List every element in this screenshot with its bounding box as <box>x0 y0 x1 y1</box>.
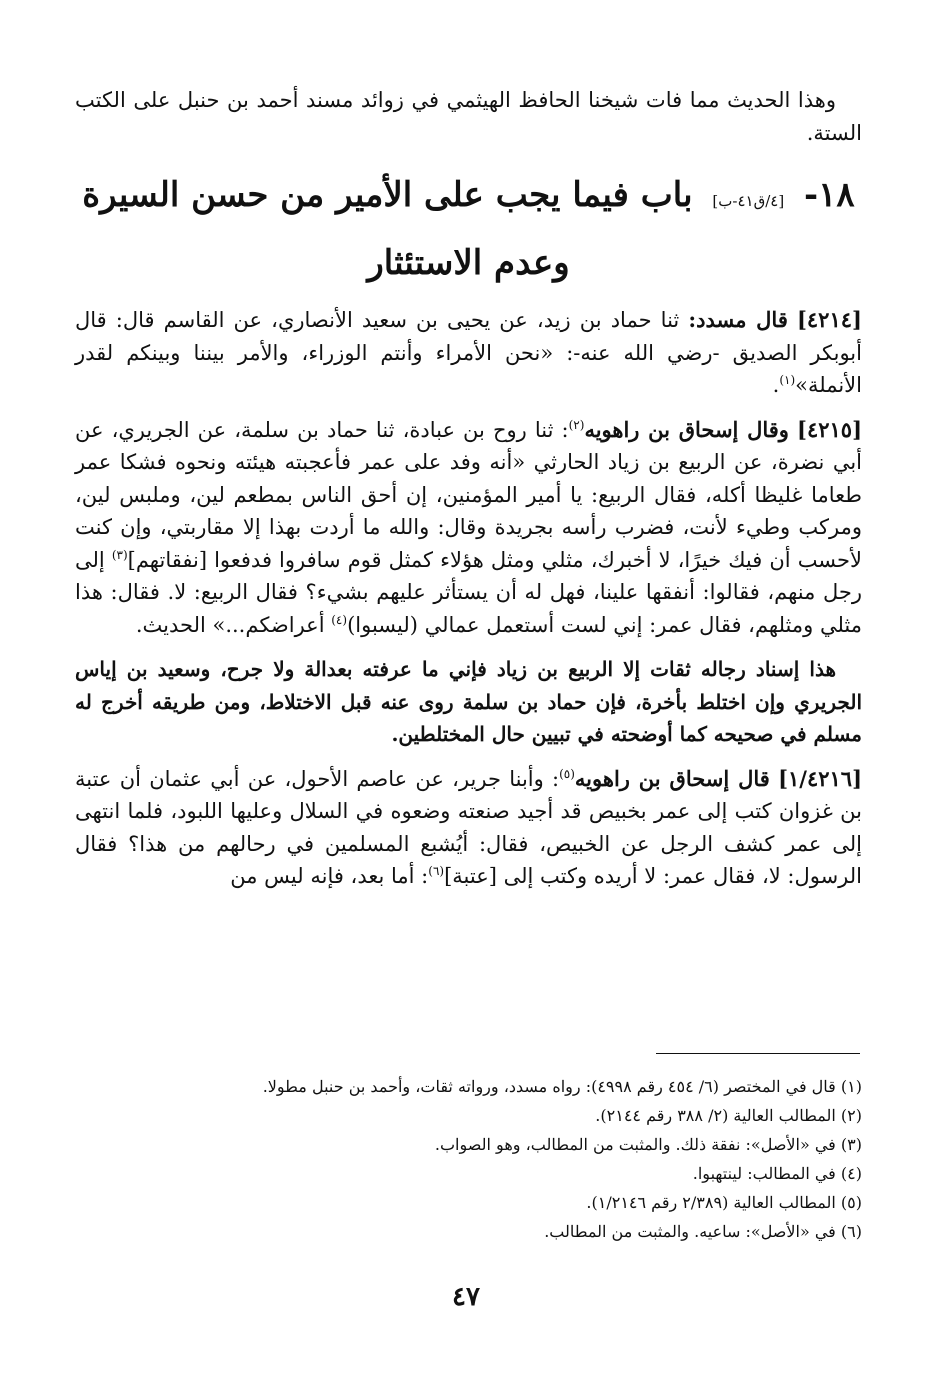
footnote-6: (٦) في «الأصل»: ساعيه. والمثبت من المطالب. <box>544 1222 862 1241</box>
hadith-id: [٤٢١٥] <box>797 416 862 442</box>
page-number: ٤٧ <box>452 1282 480 1312</box>
footnotes <box>75 1072 862 1246</box>
hadith-text: : ثنا روح بن عبادة، ثنا حماد بن سلمة، عن الجريري، عن أبي نضرة، عن الربيع بن زياد الحارثي «أنه وفد على عمر فأعجبته هيئته ونحوه فشكا عمر طعاما غليظا أكله، فقال الربيع: يا أمير المؤمنين، إن أحق الناس بمطعم لين، وملبس لين، ومركب وطيء لأنت، فضرب رأسه بجريدة وقال: والله ما أردت بهذا إلا مقاربتي، وإن كنت لأحسب أن فيك خيرًا، لا أخبرك، مثلي ومثل هؤلاء كمثل قوم سافروا فدفعوا [نفقاتهم] <box>75 417 863 572</box>
hadith-narrator: وقال إسحاق بن راهويه <box>584 416 789 442</box>
footnote-ref: (٢) <box>568 417 585 432</box>
footnote-ref: (١) <box>779 373 796 387</box>
chapter-title: باب فيما يجب على الأمير من حسن السيرة وعدم الاستئثار <box>82 175 693 283</box>
hadith-narrator: قال مسدد: <box>688 307 788 332</box>
footnote-1: (١) قال في المختصر (٦/ ٤٥٤ رقم ٤٩٩٨): رواه مسدد، ورواته ثقات، وأحمد بن حنبل مطولا. <box>262 1077 862 1096</box>
hadith-4215 <box>75 414 862 642</box>
hadith-tail: . <box>772 373 780 397</box>
hadith-4216 <box>75 763 862 893</box>
footnote-2: (٢) المطالب العالية (٢/ ٣٨٨ رقم ٢١٤٤). <box>595 1106 862 1125</box>
hadith-text: : وأبنا جرير، عن عاصم الأحول، عن أبي عثمان أن عتبة بن غزوان كتب إلى عمر بخبيص قد أجيد صنعته وضعوه في السلال وعليها اللبود، فلما انتهى إلى عمر كشف الرجل عن الخبيص، فقال: أيُشبع المسلمين في رحالهم من هذا؟ فقال الرسول: لا، فقال عمر: لا أريده وكتب إلى [عتبة] <box>75 766 862 888</box>
chapter-heading <box>75 164 862 294</box>
isnad-note: هذا إسناد رجاله ثقات إلا الربيع بن زياد فإني ما عرفته بعدالة ولا جرح، وسعيد بن إياس الجريري وإن اختلط بأخرة، فإن حماد بن سلمة روى عنه قبل الاختلاط، ومن طريقه أخرج له مسلم في صحيحه كما أوضحته في تبيين حال المختلطين. <box>75 657 862 746</box>
intro-paragraph: وهذا الحديث مما فات شيخنا الحافظ الهيثمي في زوائد مسند أحمد بن حنبل على الكتب الستة. <box>75 88 862 145</box>
hadith-text-2: : أما بعد، فإنه ليس من <box>230 864 429 888</box>
hadith-text: ثنا حماد بن زيد، عن يحيى بن سعيد الأنصاري، عن القاسم قال: قال أبوبكر الصديق -رضي الله عنه-: «نحن الأمراء وأنتم الوزراء، والأمر بيننا وبينكم لقدر الأنملة» <box>75 308 862 397</box>
hadith-narrator: قال إسحاق بن راهويه <box>574 765 770 791</box>
hadith-id: [١/٤٢١٦] <box>778 765 863 791</box>
hadith-4214 <box>75 304 862 402</box>
hadith-text-2: إلى رجل منهم، فقالوا: أنفقها علينا، فهل له أن يستأثر عليهم بشيء؟ فقال الربيع: لا. فقال: هذا مثلي ومثلهم، فقال عمر: إني لست أستعمل عمالي (ليسبوا) <box>75 547 862 637</box>
footnote-ref: (٤) <box>331 612 348 627</box>
footnote-ref: (٥) <box>559 766 575 781</box>
footnote-ref: (٦) <box>428 864 445 878</box>
chapter-number: ١٨- <box>804 175 855 215</box>
hadith-text-3: أعراضكم...» الحديث. <box>135 612 332 637</box>
footnote-divider <box>656 1053 860 1054</box>
footnote-ref: (٣) <box>111 547 128 562</box>
footnote-4: (٤) في المطالب: لينتهبوا. <box>692 1164 862 1183</box>
footnote-3: (٣) في «الأصل»: نفقة ذلك. والمثبت من المطالب، وهو الصواب. <box>434 1135 862 1154</box>
manuscript-ref: [٤/ق٤١-ب] <box>712 192 785 210</box>
hadith-id: [٤٢١٤] <box>796 307 862 332</box>
footnote-5: (٥) المطالب العالية (٢/٣٨٩ رقم ١/٢١٤٦). <box>586 1193 862 1212</box>
